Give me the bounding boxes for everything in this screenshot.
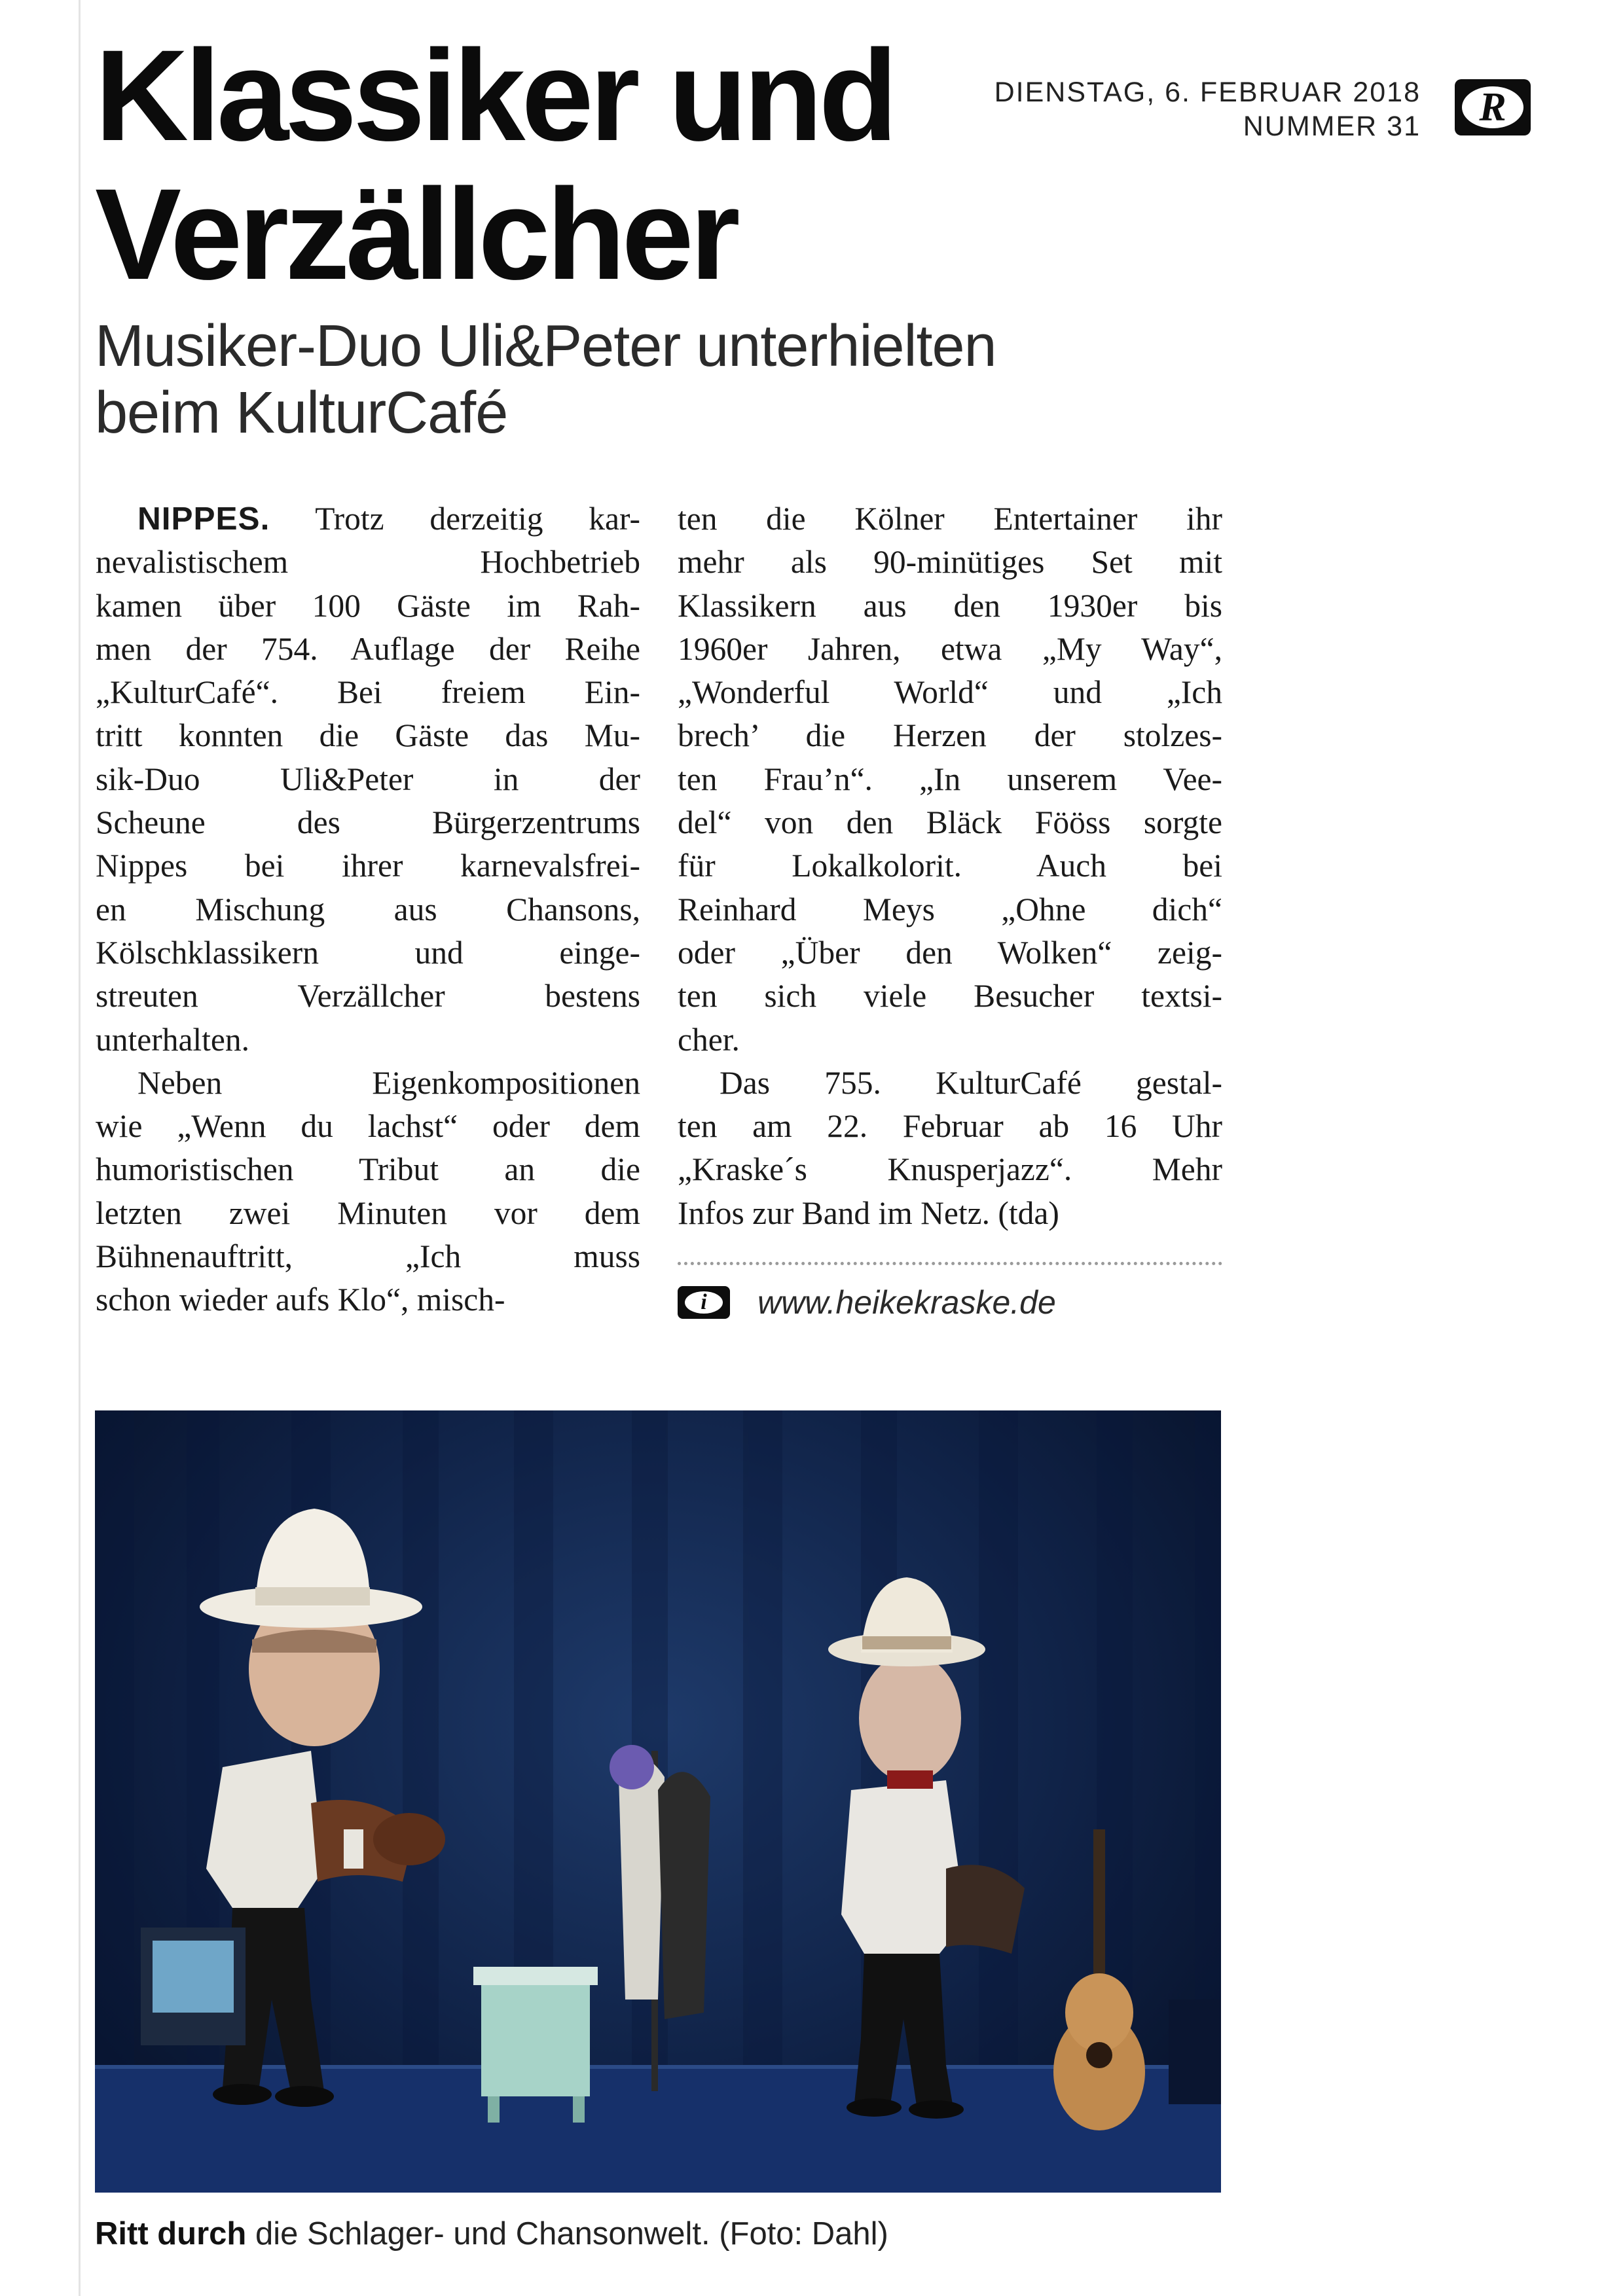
article-line-text: Trotz derzeitig kar-	[315, 501, 640, 537]
article-line: letzten zwei Minuten vor dem	[96, 1194, 640, 1231]
article-line: „Wonderful World“ und „Ich	[678, 674, 1222, 711]
article-line: ten am 22. Februar ab 16 Uhr	[678, 1108, 1222, 1145]
article-line: men der 754. Auflage der Reihe	[96, 630, 640, 667]
issue-date: DIENSTAG, 6. FEBRUAR 2018	[994, 77, 1421, 108]
article-line: ten Frau’n“. „In unserem Vee-	[678, 761, 1222, 797]
caption-text: die Schlager- und Chansonwelt. (Foto: Dahl)	[246, 2216, 888, 2251]
info-box	[678, 1283, 1222, 1322]
info-divider	[678, 1262, 1222, 1265]
subheadline	[95, 313, 1247, 446]
newspaper-logo	[1455, 79, 1531, 135]
article-line: unterhalten.	[96, 1021, 250, 1058]
headline	[95, 23, 933, 306]
article-line: Das 755. KulturCafé gestal-	[720, 1064, 1222, 1101]
article-line: kamen über 100 Gäste im Rah-	[96, 587, 640, 624]
article-line: „Kraske´s Knusperjazz“. Mehr	[678, 1151, 1222, 1188]
article-line: Reinhard Meys „Ohne dich“	[678, 891, 1222, 927]
article-line: brech’ die Herzen der stolzes-	[678, 717, 1222, 754]
article-line: für Lokalkolorit. Auch bei	[678, 848, 1222, 884]
info-icon: i	[678, 1286, 730, 1319]
article-line: oder „Über den Wolken“ zeig-	[678, 934, 1222, 971]
subheadline-line-1: Musiker-Duo Uli&Peter unterhielten	[95, 314, 996, 379]
headline-line-2: Verzällcher	[95, 162, 737, 306]
logo-letter: R	[1462, 86, 1523, 128]
article-line: ten die Kölner Entertainer ihr	[678, 501, 1222, 537]
article-line: nevalistischem Hochbetrieb	[96, 544, 640, 581]
article-line	[96, 497, 640, 541]
article-line: Scheune des Bürgerzentrums	[96, 804, 640, 841]
article-line: ten sich viele Besucher textsi-	[678, 978, 1222, 1014]
headline-line-1: Klassiker und	[95, 23, 894, 168]
article-line: Bühnenauftritt, „Ich muss	[96, 1238, 640, 1275]
article-line: Infos zur Band im Netz. (tda)	[678, 1194, 1059, 1231]
photo-caption	[95, 2214, 1221, 2253]
caption-lead: Ritt durch	[95, 2216, 247, 2251]
article-line: humoristischen Tribut an die	[96, 1151, 640, 1188]
article-line: en Mischung aus Chansons,	[96, 891, 640, 927]
article-line: Neben Eigenkompositionen	[137, 1064, 640, 1101]
article-column-2	[678, 497, 1222, 1235]
article-line: cher.	[678, 1021, 740, 1058]
page-margin-rule	[79, 0, 81, 2296]
article-line: schon wieder aufs Klo“, misch-	[96, 1282, 505, 1318]
article-line: Nippes bei ihrer karnevalsfrei-	[96, 848, 640, 884]
info-link[interactable]: www.heikekraske.de	[757, 1284, 1056, 1321]
article-column-1	[96, 497, 640, 1322]
article-line: tritt konnten die Gäste das Mu-	[96, 717, 640, 754]
article-line: Klassikern aus den 1930er bis	[678, 587, 1222, 624]
article-line: „KulturCafé“. Bei freiem Ein-	[96, 674, 640, 711]
subheadline-line-2: beim KulturCafé	[95, 380, 508, 446]
dateline-place: NIPPES.	[137, 501, 270, 537]
amplifier	[141, 1928, 246, 2045]
article-line: mehr als 90-minütiges Set mit	[678, 544, 1222, 581]
article-line: sik-Duo Uli&Peter in der	[96, 761, 640, 797]
stage-photo-illustration	[95, 1410, 1221, 2193]
dateline	[884, 75, 1421, 143]
article-line: wie „Wenn du lachst“ oder dem	[96, 1108, 640, 1145]
article-line: del“ von den Bläck Fööss sorgte	[678, 804, 1222, 841]
article-line: 1960er Jahren, etwa „My Way“,	[678, 630, 1222, 667]
stage-photo	[95, 1410, 1221, 2193]
issue-number: NUMMER 31	[1243, 111, 1421, 142]
article-line: Kölschklassikern und einge-	[96, 934, 640, 971]
article-line: streuten Verzällcher bestens	[96, 978, 640, 1014]
